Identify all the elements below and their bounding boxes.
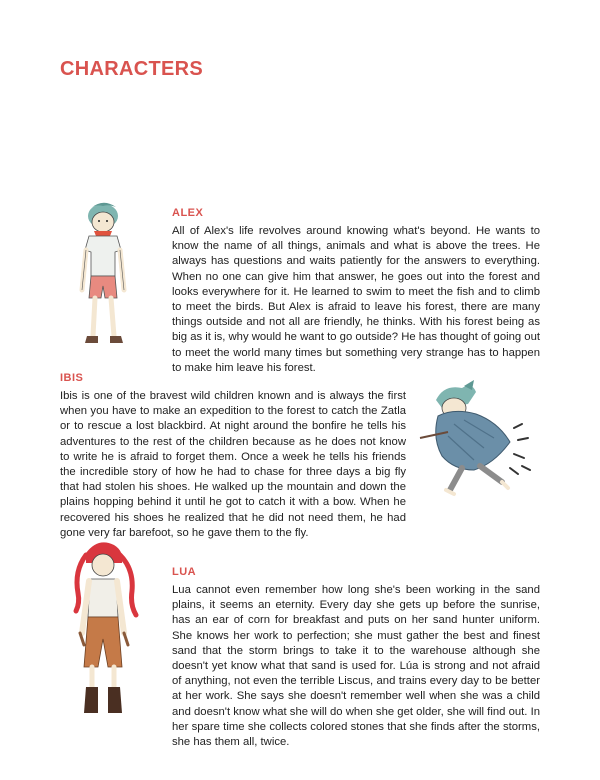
character-description-ibis: Ibis is one of the bravest wild children known and is always the first when you have to make an expedition to the forest to catch the Zatla or to rescue a lost blackbird. At night around the bonfire he tells his adventures to the rest of the children because as he does not know to write he is afraid to forget them. Once a week he tells his friends the incredible story of how he had to chase for three days a big fly that had stolen his shoes. He walked up the mountain and down the plains hopping behind it until he got to catch it with a bow. When he recovered his shoes he realized that he did not need them, he had gone very far barefoot, so he gave them to the fly.: [60, 390, 406, 539]
page-title: CHARACTERS: [60, 58, 203, 80]
lua-illustration: [58, 535, 148, 720]
character-name-alex: ALEX: [172, 207, 204, 219]
character-description-lua: Lua cannot even remember how long she's been working in the sand plains, it seems an eternity. Every day she gets up before the sunrise, has an ear of corn for breakfast and puts on her sand hunter uniform. She knows her work to perfection; she must gather the best and finest sand that the storm brings to take it to the warehouse although she doesn't yet know what that sand is used for. Lúa is strong and not afraid of anything, not even the terrible Liscus, and trains every day to be better at her work. She says she doesn't remember well when she was a child and doesn't know what she will do when she get older, she will find out. In her spare time she collects colored stones that she finds after the storms, she has them all, twice.: [172, 584, 540, 749]
alex-illustration: [58, 198, 148, 350]
character-name-lua: LUA: [172, 566, 197, 578]
character-description-alex: All of Alex's life revolves around knowing what's beyond. He wants to know the name of all things, animals and what is above the trees. He always has questions and waits patiently for the answers to everything. When no one can give him that answer, he goes out into the forest and looks everywhere for it. He learned to swim to meet the fish and to climb to meet the birds. But Alex is afraid to leave his forest, there are many things outside and not all are friendly, he thinks. With his forest being as big as it is, why would he want to go outside? He has thought of going out to meet the world many times but something very strange has to happen to make him leave his forest.: [172, 225, 541, 374]
ibis-illustration: [414, 378, 544, 508]
character-name-ibis: IBIS: [60, 372, 84, 384]
